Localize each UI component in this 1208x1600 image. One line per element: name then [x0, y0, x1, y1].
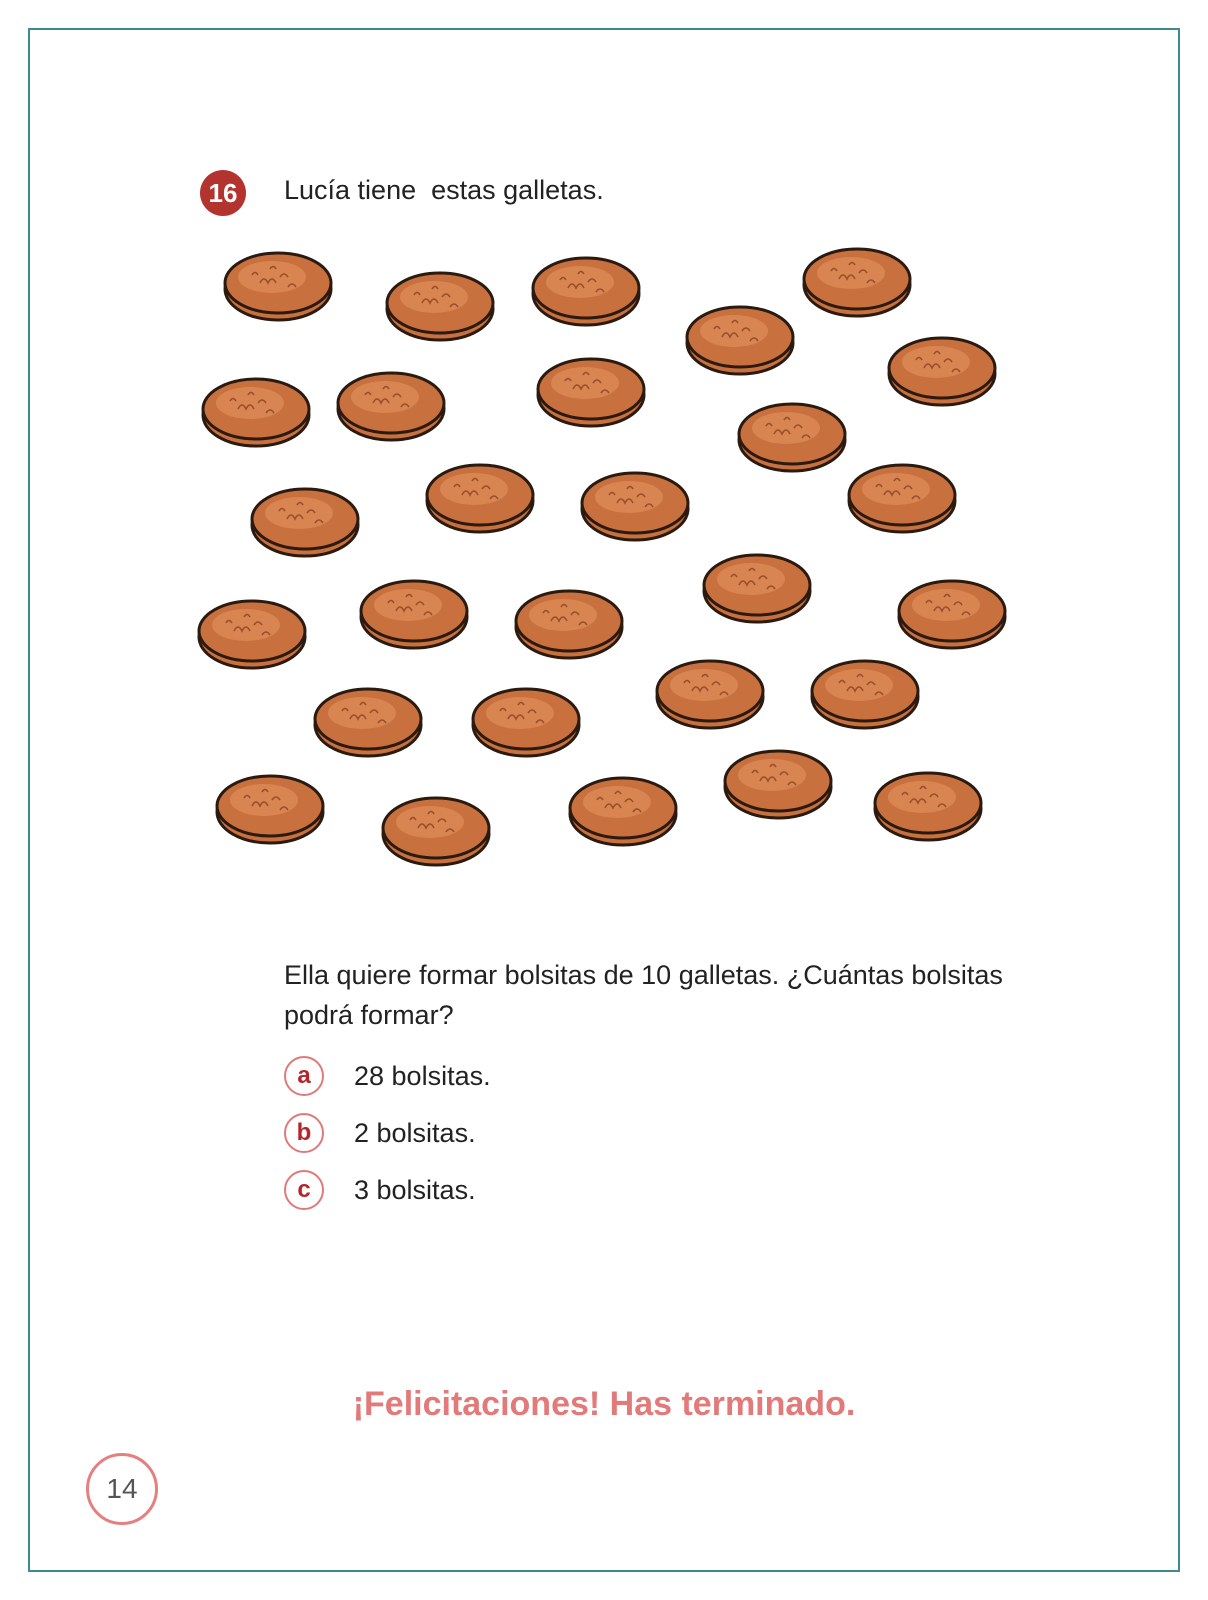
- cookie-icon: [701, 549, 813, 625]
- cookie-icon: [214, 770, 326, 846]
- cookie-icon: [222, 247, 334, 323]
- cookie-icon: [470, 683, 582, 759]
- cookie-icon: [335, 367, 447, 443]
- cookie-icon: [358, 575, 470, 651]
- option-c[interactable]: [284, 1168, 476, 1212]
- question-stem: Lucía tiene estas galletas.: [284, 175, 604, 205]
- question-number-badge: 16: [200, 170, 246, 216]
- cookie-icon: [380, 792, 492, 868]
- cookie-icon: [200, 373, 312, 449]
- question-prompt: Ella quiere formar bolsitas de 10 galletas. ¿Cuántas bolsitas podrá formar?: [284, 960, 1003, 1030]
- cookie-icon: [722, 745, 834, 821]
- cookie-icon: [801, 243, 913, 319]
- page-number: 14: [86, 1453, 158, 1525]
- cookie-icon: [535, 353, 647, 429]
- cookie-icon: [872, 767, 984, 843]
- cookie-icon: [579, 467, 691, 543]
- option-a-text: 28 bolsitas.: [354, 1060, 491, 1091]
- cookie-icon: [809, 655, 921, 731]
- cookie-icon: [424, 459, 536, 535]
- cookie-icon: [384, 267, 496, 343]
- cookie-icon: [196, 595, 308, 671]
- option-c-text: 3 bolsitas.: [354, 1174, 476, 1205]
- cookie-icon: [312, 683, 424, 759]
- option-b-text: 2 bolsitas.: [354, 1117, 476, 1148]
- cookie-icon: [886, 332, 998, 408]
- cookie-icon: [684, 301, 796, 377]
- option-b[interactable]: [284, 1111, 476, 1155]
- cookie-icon: [249, 483, 361, 559]
- option-b-letter: b: [284, 1113, 324, 1153]
- cookie-icon: [896, 575, 1008, 651]
- cookie-icon: [654, 655, 766, 731]
- cookie-icon: [530, 252, 642, 328]
- cookie-illustration: [190, 225, 1030, 905]
- cookie-icon: [736, 398, 848, 474]
- option-c-letter: c: [284, 1170, 324, 1210]
- congratulations-message: ¡Felicitaciones! Has terminado.: [352, 1385, 856, 1423]
- cookie-icon: [846, 459, 958, 535]
- cookie-icon: [513, 585, 625, 661]
- option-a[interactable]: [284, 1054, 491, 1098]
- cookie-icon: [567, 772, 679, 848]
- option-a-letter: a: [284, 1056, 324, 1096]
